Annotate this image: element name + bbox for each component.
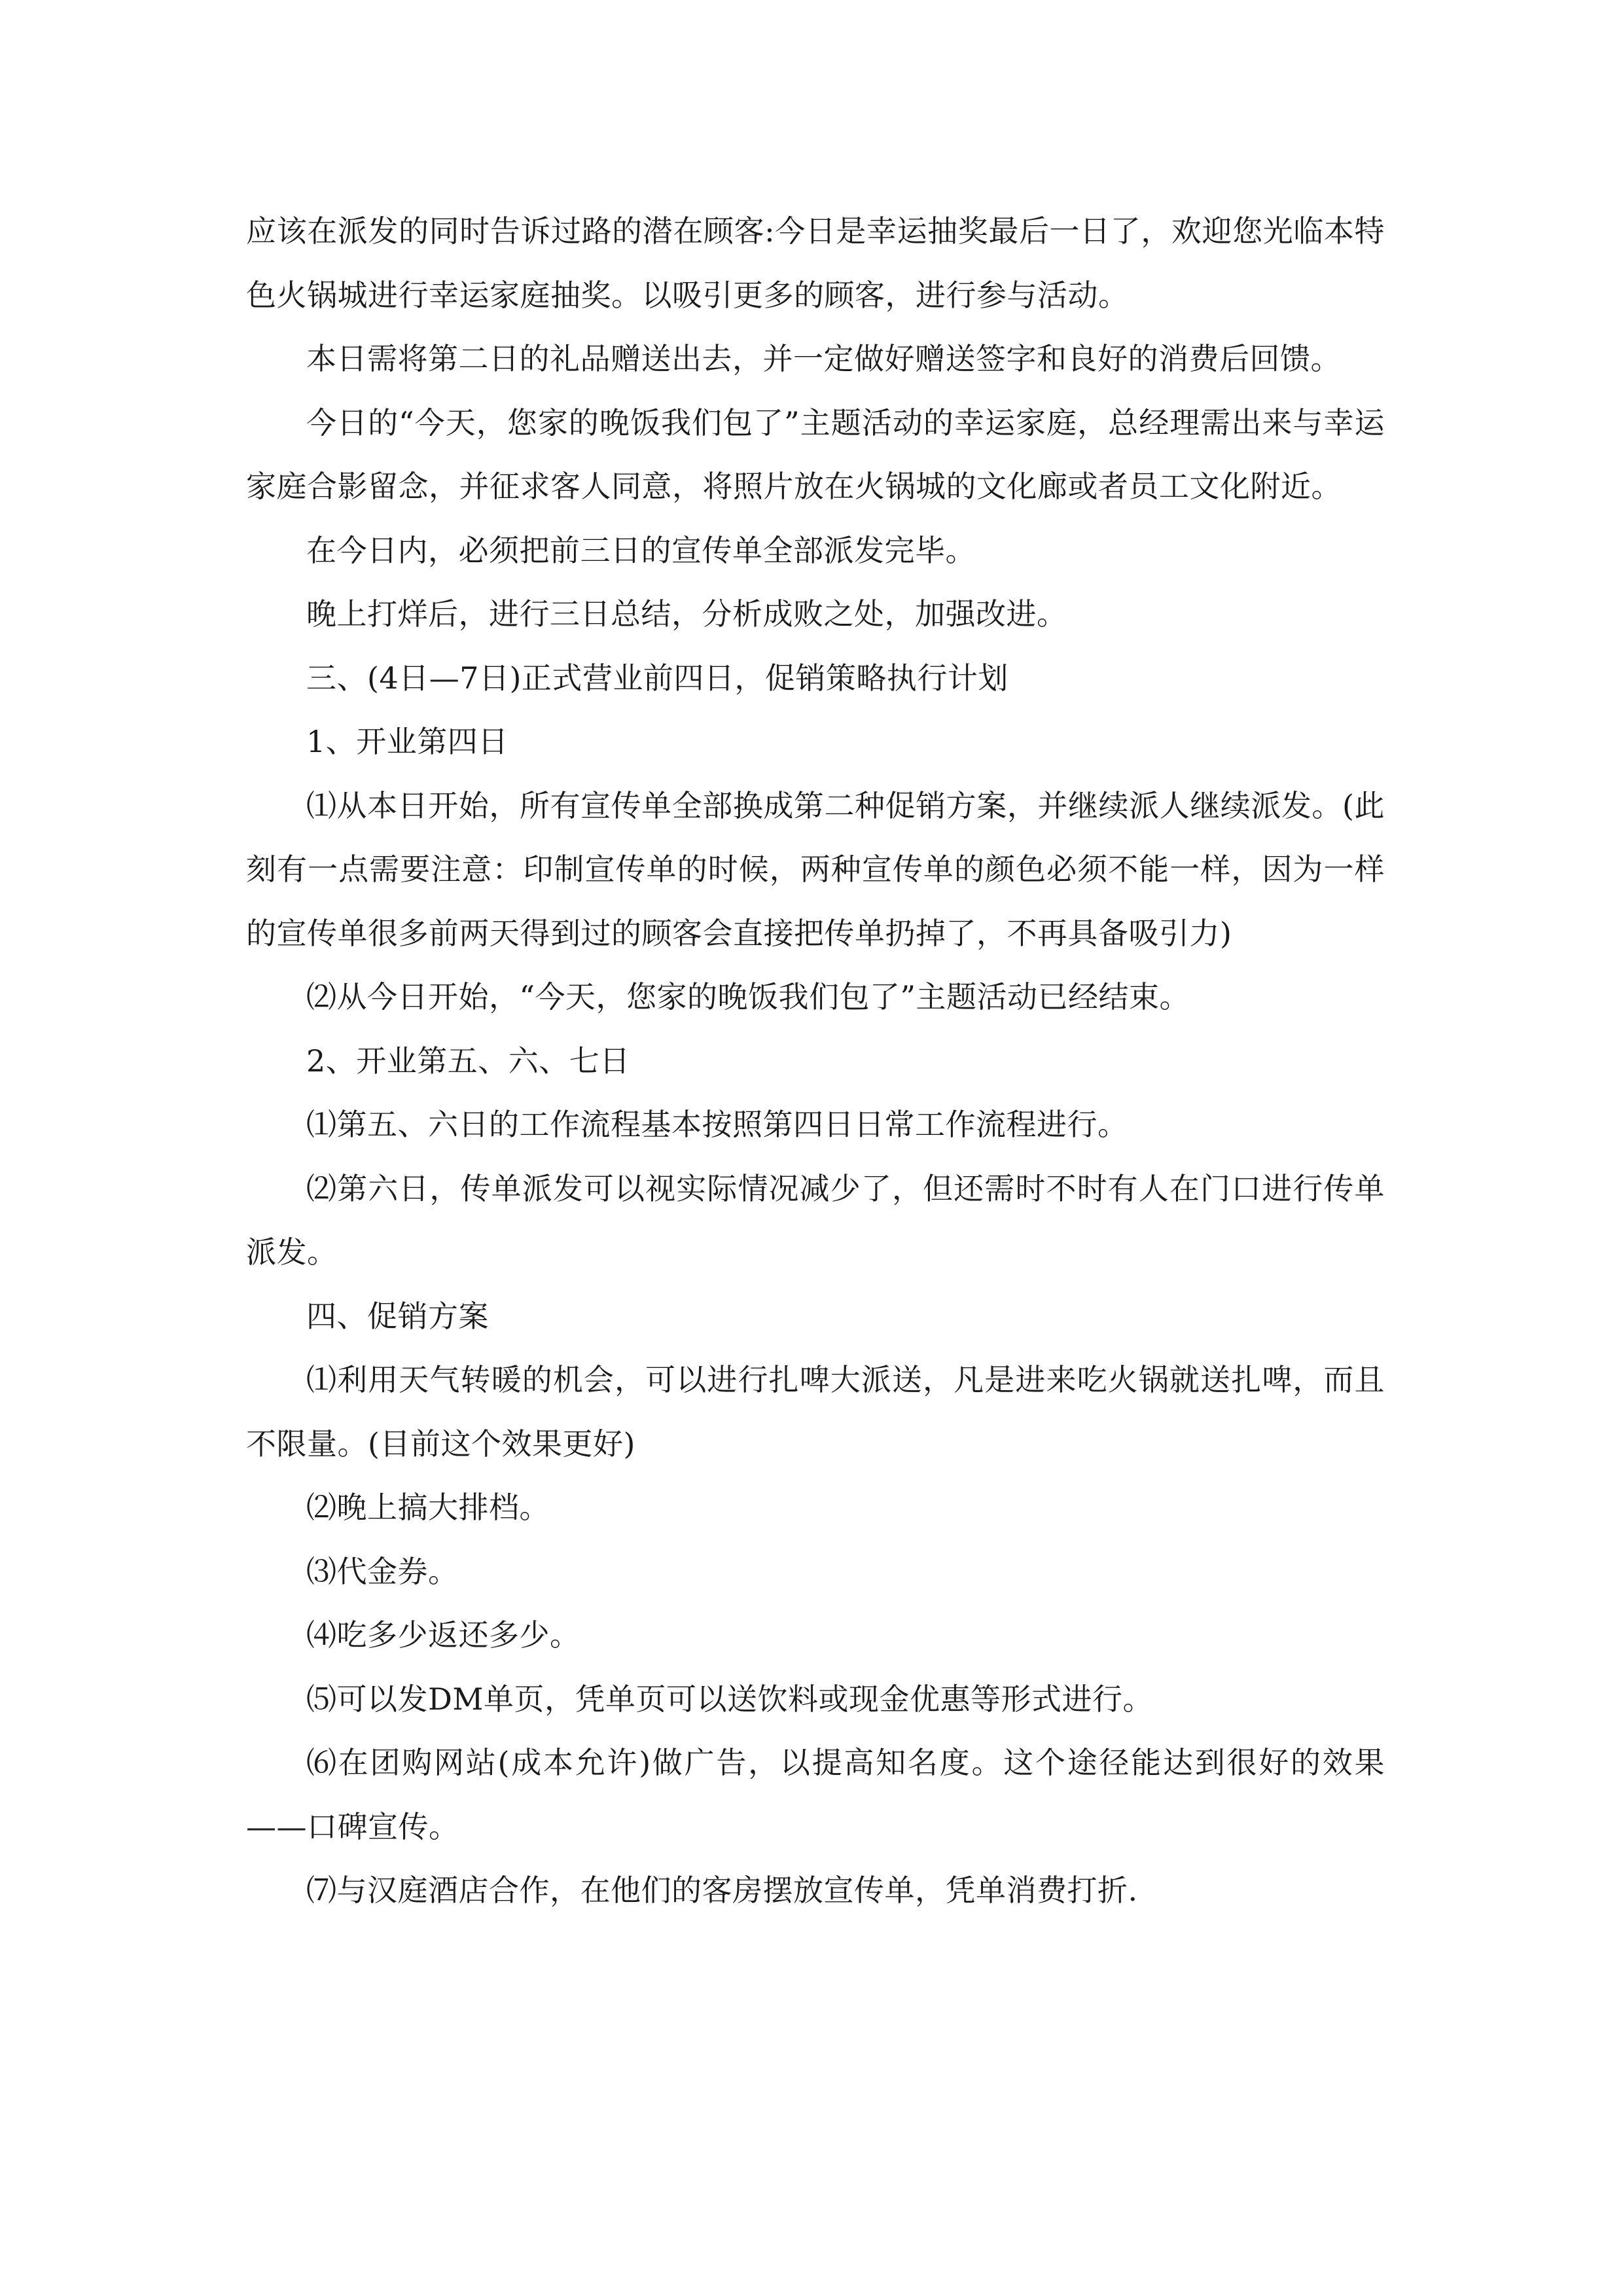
document-body	[246, 200, 1385, 1923]
list-item: ⑵晚上搞大排档。	[306, 1490, 550, 1525]
paragraph: 在今日内，必须把前三日的宣传单全部派发完毕。	[306, 532, 976, 568]
subsection-heading: 1、开业第四日	[306, 724, 508, 759]
list-item: ⑷吃多少返还多少。	[306, 1617, 580, 1653]
list-item: ⑴利用天气转暖的机会，可以进行扎啤大派送，凡是进来吃火锅就送扎啤，而且不限量。(目前这个效果更好)	[246, 1362, 1385, 1462]
list-item: ⑴从本日开始，所有宣传单全部换成第二种促销方案，并继续派人继续派发。(此刻有一点需要注意：印制宣传单的时候，两种宣传单的颜色必须不能一样，因为一样的宣传单很多前两天得到过的顾客会直接把传单扔掉了，不再具备吸引力)	[246, 787, 1385, 951]
list-item: ⑸可以发DM单页，凭单页可以送饮料或现金优惠等形式进行。	[306, 1681, 1153, 1717]
list-item: ⑹在团购网站(成本允许)做广告，以提高知名度。这个途径能达到很好的效果——口碑宣传。	[246, 1745, 1385, 1844]
paragraph: 晚上打烊后，进行三日总结，分析成败之处，加强改进。	[306, 596, 1067, 632]
subsection-heading: 2、开业第五、六、七日	[306, 1043, 630, 1079]
paragraph: 应该在派发的同时告诉过路的潜在顾客:今日是幸运抽奖最后一日了，欢迎您光临本特色火锅城进行幸运家庭抽奖。以吸引更多的顾客，进行参与活动。	[246, 213, 1385, 313]
list-item: ⑵第六日，传单派发可以视实际情况减少了，但还需时不时有人在门口进行传单派发。	[246, 1170, 1385, 1270]
paragraph: 今日的“今天，您家的晚饭我们包了”主题活动的幸运家庭，总经理需出来与幸运家庭合影留念，并征求客人同意，将照片放在火锅城的文化廊或者员工文化附近。	[246, 404, 1385, 504]
list-item: ⑶代金券。	[306, 1553, 459, 1589]
paragraph: 本日需将第二日的礼品赠送出去，并一定做好赠送签字和良好的消费后回馈。	[306, 341, 1341, 376]
list-item: ⑺与汉庭酒店合作，在他们的客房摆放宣传单，凭单消费打折.	[306, 1873, 1138, 1908]
section-heading: 四、促销方案	[306, 1298, 489, 1334]
section-heading: 三、(4日—7日)正式营业前四日，促销策略执行计划	[306, 660, 1008, 696]
list-item: ⑵从今日开始，“今天，您家的晚饭我们包了”主题活动已经结束。	[306, 979, 1190, 1014]
list-item: ⑴第五、六日的工作流程基本按照第四日日常工作流程进行。	[306, 1107, 1128, 1142]
